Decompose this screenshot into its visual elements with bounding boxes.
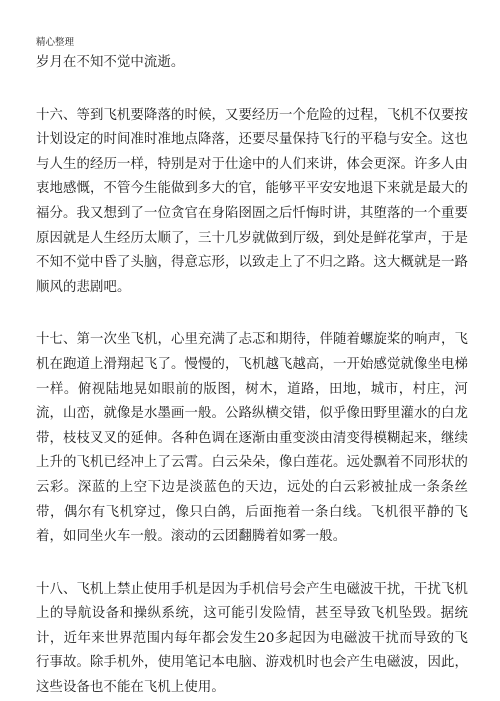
paragraph-continuation: 岁月在不知不觉中流逝。 [36, 55, 185, 70]
paragraph-16: 十六、等到飞机要降落的时候，又要经历一个危险的过程，飞机不仅要按计划设定的时间准时准地点降落，还要尽量保持飞行的平稳与安全。这也与人生的经历一样，特别是对于仕途中的人们来讲，体会更深。许多人由衷地感慨，不管今生能做到多大的官，能够平平安安地退下来就是最大的福分。我又想到了一位贪官在身陷囹圄之后忏悔时讲，其堕落的一个重要原因就是人生经历太顺了，三十几岁就做到厅级，到处是鲜花掌声，于是不知不觉中昏了头脑，得意忘形，以致走上了不归之路。这大概就是一路顺风的悲剧吧。 [36, 107, 468, 295]
paragraph-17: 十七、第一次坐飞机，心里充满了忐忑和期待，伴随着螺旋桨的响声，飞机在跑道上滑翔起飞了。慢慢的，飞机越飞越高，一开始感觉就像坐电梯一样。俯视陆地晃如眼前的版图，树木，道路，田地，城市，村庄，河流，山峦，就像是水墨画一般。公路纵横交错，似乎像田野里灌水的白龙带，枝枝叉叉的延伸。各种色调在逐渐由重变淡由清变得模糊起来，继续上升的飞机已经冲上了云霄。白云朵朵，像白莲花。远处飘着不同形状的云彩。深蓝的上空下边是淡蓝色的天边，远处的白云彩被扯成一条条丝带，偶尔有飞机穿过，像只白鸽，后面拖着一条白线。飞机很平静的飞着，如同坐火车一般。滚动的云团翻腾着如雾一般。 [36, 332, 468, 545]
document-body [36, 51, 468, 701]
paragraph-18: 十八、飞机上禁止使用手机是因为手机信号会产生电磁波干扰，干扰飞机上的导航设备和操纵系统，这可能引发险情，甚至导致飞机坠毁。据统计，近年来世界范围内每年都会发生20多起因为电磁波干扰而导致的飞行事故。除手机外，使用笔记本电脑、游戏机时也会产生电磁波，因此，这些设备也不能在飞机上使用。 [36, 581, 468, 696]
paragraph-spacer [36, 550, 468, 578]
header-label: 精心整理 [36, 37, 75, 48]
paragraph-spacer [36, 76, 468, 104]
paragraph-spacer [36, 300, 468, 328]
